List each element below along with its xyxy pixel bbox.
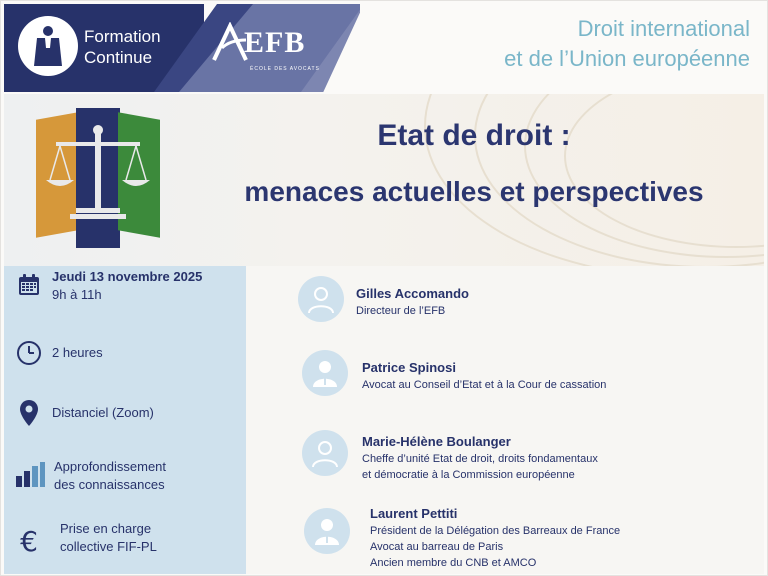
domain-line-1: Droit international (577, 16, 750, 41)
event-location: Distanciel (Zoom) (52, 405, 154, 420)
speaker-avatar-icon (302, 430, 348, 476)
speaker-avatar-icon (304, 508, 350, 554)
clock-icon (16, 340, 42, 366)
event-time: 9h à 11h (52, 287, 102, 302)
brand-line-2: Continue (84, 48, 153, 67)
program-domain (504, 14, 750, 74)
calendar-icon (16, 272, 42, 298)
title-line-2: menaces actuelles et perspectives (244, 176, 704, 207)
speaker-role: Cheffe d’unité Etat de droit, droits fondamentaux et démocratie à la Commission européenne (362, 453, 598, 481)
speakers-list (246, 266, 764, 574)
speaker-avatar-icon (298, 276, 344, 322)
header-brand-band (4, 4, 360, 92)
euro-icon: € (20, 524, 38, 558)
speaker-role: Avocat au Conseil d’Etat et à la Cour de cassation (362, 379, 607, 391)
speaker-avatar-icon (302, 350, 348, 396)
hero-banner (4, 94, 764, 266)
brand-line-1: Formation (84, 27, 161, 46)
justice-scales-icon (36, 108, 160, 250)
bar-level-icon (14, 462, 46, 488)
level-line-1: Approfondissement (54, 459, 167, 474)
formation-continue-label (84, 26, 161, 68)
speaker-role: Directeur de l’EFB (356, 305, 446, 317)
title-line-1: Etat de droit : (377, 119, 571, 152)
efb-logo-subtitle: ÉCOLE DES AVOCATS (250, 66, 320, 72)
funding-line-2: collective FIF-PL (60, 539, 157, 554)
speaker-role: Président de la Délégation des Barreaux de France Avocat au barreau de Paris Ancien membre du CNB et AMCO (370, 525, 621, 569)
location-pin-icon (16, 400, 42, 426)
event-level (54, 458, 166, 494)
level-line-2: des connaissances (54, 477, 165, 492)
event-date: Jeudi 13 novembre 2025 (52, 269, 203, 284)
event-duration: 2 heures (52, 345, 103, 360)
event-funding (60, 520, 157, 556)
efb-logo-text: EFB (244, 26, 306, 59)
speaker-name: Gilles Accomando (356, 286, 469, 301)
speaker-name: Patrice Spinosi (362, 360, 456, 375)
funding-line-1: Prise en charge (60, 521, 152, 536)
lawyer-robe-icon (18, 16, 78, 76)
speaker-name: Marie-Hélène Boulanger (362, 434, 511, 449)
event-info-panel (4, 266, 246, 574)
domain-line-2: et de l’Union européenne (504, 46, 750, 71)
hero-title (194, 118, 754, 212)
speaker-name: Laurent Pettiti (370, 506, 458, 521)
